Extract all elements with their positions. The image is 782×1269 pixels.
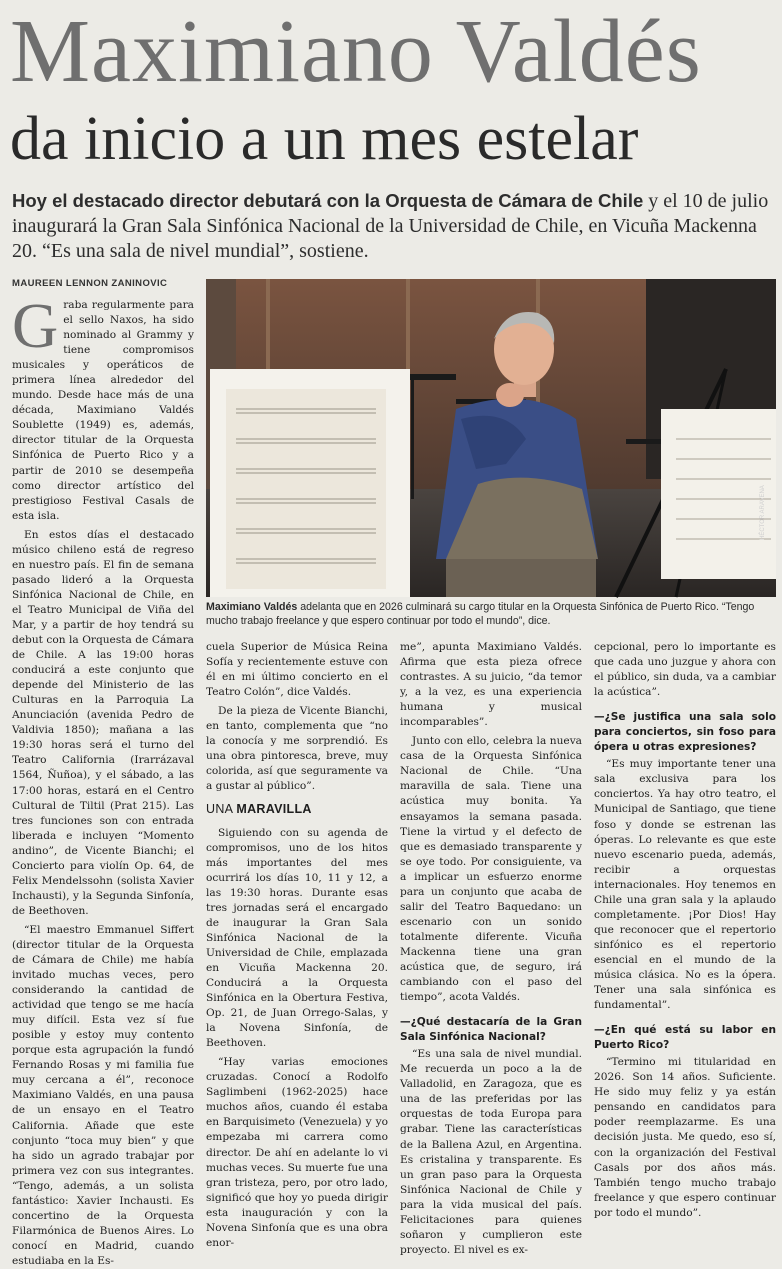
article-column-4 (594, 640, 776, 1219)
article-column-2 (206, 640, 388, 1249)
byline: MAUREEN LENNON ZANINOVIC (12, 278, 168, 289)
paragraph: Junto con ello, celebra la nueva casa de la Orquesta Sinfónica Nacional de Chile. “Una maravilla de sala. Tiene una acústica muy bonita. Ya ensayamos la semana pasada. Tiene la virtud y el defecto de que es demasiado transparente y se oye todo. Por consiguiente, va a implicar un esfuerzo enorme para un conjunto que acaba de salir del Teatro Baquedano: un escenario con un sonido totalmente diferente. Vicuña Mackenna tiene una gran acústica que, de seguro, irá cambiando con el paso del tiempo”, acota Valdés. (400, 735, 582, 1004)
article-column-3 (400, 640, 582, 1256)
photo-credit: HÉCTOR ARAVENA (760, 485, 766, 540)
paragraph: De la pieza de Vicente Bianchi, en tanto, complementa que “no la conocía y me sorprendió. Es una obra pintoresca, breve, muy colorida, así que seguramente va a gustar al público”. (206, 705, 388, 793)
article-column-1 (12, 290, 194, 1267)
paragraph: “Es una sala de nivel mundial. Me recuerda un poco a la de Valladolid, en Zaragoza, que es una de las preferidas por las orquestas de toda Europa para grabar. Tiene las características de la Ballena Azul, en Argentina. Es cristalina y transparente. Es un gran paso para la Orquesta Sinfónica Nacional de Chile y para la vida musical del país. Felicitaciones para quienes soñaron y cumplieron este proyecto. El nivel es ex- (400, 1048, 582, 1256)
interview-question: —¿En qué está su labor en Puerto Rico? (594, 1024, 776, 1052)
headline-line-1: Maximiano Valdés (10, 2, 702, 101)
paragraph: “Hay varias emociones cruzadas. Conocí a Rodolfo Saglimbeni (1962-2025) hace muchos años, cuando él estaba en Barquisimeto (Venezuela) y yo empezaba mi carrera como director. De ahí en adelante lo vi muchas veces. Su muerte fue una gran tristeza, pero, por otro lado, significó que hoy yo pueda dirigir esta inauguración y con la Novena Sinfonía que es una obra enor- (206, 1056, 388, 1249)
paragraph: Siguiendo con su agenda de compromisos, uno de los hitos más importantes del mes ocurrirá los días 10, 11 y 12, a las 19:30 horas. Durante esas tres jornadas será el encargado de inaugurar la Gran Sala Sinfónica Nacional de la Universidad de Chile, emplazada en Vicuña Mackenna 20. Conducirá a la Orquesta Sinfónica en la Obertura Festiva, Op. 21, de Juan Orrego-Salas, y la Novena Sinfonía, de Beethoven. (206, 826, 388, 1050)
paragraph (12, 290, 194, 524)
subhead-light: UNA (206, 802, 237, 817)
article-photo (206, 279, 776, 597)
drop-cap: G (12, 290, 59, 361)
caption-text: adelanta que en 2026 culminará su cargo titular en la Orquesta Sinfónica de Puerto Rico. “Tengo mucho trabajo freelance y que espero continuar por todo el mundo”, dice. (206, 601, 755, 627)
interview-question: —¿Qué destacaría de la Gran Sala Sinfónica Nacional? (400, 1016, 582, 1044)
deck-bold: Hoy el destacado director debutará con la Orquesta de Cámara de Chile (12, 190, 644, 211)
paragraph: “Termino mi titularidad en 2026. Son 14 años. Suficiente. He sido muy feliz y ya están pensando en candidatos para poder reemplazarme. Es una decisión justa. Me quedo, eso sí, con la organización del Festival Casals por dos años más. También tengo mucho trabajo freelance y que espero continuar por todo el mundo”. (594, 1056, 776, 1219)
paragraph: “Es muy importante tener una sala exclusiva para los conciertos. Ya hay otro teatro, el Municipal de Santiago, que tiene foso y donde se estrenan las óperas. Lo relevante es que este nuevo escenario pueda, además, recibir a orquestas internacionales. Hoy tenemos en Chile una gran sala y la aplaudo completamente. ¡Por Dios! Hay que reconocer que el repertorio sinfónico es el repertorio esencial en el mundo de la música clásica. No es la ópera. Tener una sala sinfónica es fundamental”. (594, 758, 776, 1012)
interview-question: —¿Se justifica una sala solo para conciertos, sin foso para ópera u otras expresiones? (594, 711, 776, 754)
paragraph: me”, apunta Maximiano Valdés. Afirma que esta pieza ofrece contrastes. A su juicio, “da temor y, a la vez, es una experiencia humana y musical incomparables”. (400, 641, 582, 729)
paragraph-text: raba regularmente para el sello Naxos, ha sido nominado al Grammy y tiene compromisos musicales y operáticos de primera línea alrededor del mundo. Desde hace más de una década, Maximiano Valdés Soublette (1949) es, además, director titular de la Orquesta Sinfónica de Puerto Rico y a partir de 2010 se desempeña como director artístico del prestigioso Festival Casals de esta isla. (12, 299, 194, 522)
paragraph: En estos días el destacado músico chileno está de regreso en nuestro país. El fin de semana pasado lideró a la Orquesta Sinfónica Nacional de Chile, en el Teatro Municipal de Viña del Mar, y a partir de hoy tendrá su debut con la Orquesta de Cámara de Chile. A las 19:00 horas conducirá a este conjunto que depende del Ministerio de las Culturas en la Parroquia La Anunciación (avenida Pedro de Valdivia 1850); mañana a las 19:30 horas será el turno del Teatro California (Irarrázaval 1564, Ñuñoa), y el sábado, a las 17:00 horas, estará en el Centro Cultural de Tiltil (Prat 215). Las tres funciones son con entrada liberada e incluyen “Momento andino”, de Vicente Bianchi; el Concierto para violín Op. 64, de Felix Mendelssohn (solista Xavier Inchausti), y la Segunda Sinfonía, de Beethoven. (12, 528, 194, 917)
subhead-bold: MARAVILLA (236, 802, 312, 817)
section-subhead (206, 802, 388, 817)
deck-rest: y el 10 de julio inaugurará la Gran Sala Sinfónica Nacional de la Universidad de Chile, en Vicuña Mackenna 20. “Es una sala de nivel mundial”, sostiene. (12, 190, 769, 262)
caption-name: Maximiano Valdés (206, 601, 298, 613)
headline-line-2: da inicio a un mes estelar (10, 105, 639, 173)
photo-caption (206, 600, 778, 628)
deck-subtitle (12, 188, 776, 264)
conductor-portrait-illustration (206, 279, 776, 597)
paragraph: “El maestro Emmanuel Siffert (director titular de la Orquesta de Cámara de Chile) me había invitado muchas veces, pero considerando la cantidad de actividad que tengo se me hacía muy difícil. Esta vez sí fue posible y estoy muy contento porque esta agrupación la fundó Fernando Rosas y mi familia fue muy cercana a él”, reconoce Maximiano Valdés, en una pausa de un ensayo en el Teatro California. Añade que este conjunto “toca muy bien” y que ha sido un agrado trabajar por primera vez con sus integrantes. “Tengo, además, a un solista fantástico: Xavier Inchausti. Es concertino de la Orquesta Filarmónica de Buenos Aires. Lo conocí en Madrid, cuando estudiaba en la Es- (12, 923, 194, 1267)
paragraph: cepcional, pero lo importante es que cada uno juzgue y ahora con el público, sin duda, va a cambiar la acústica”. (594, 641, 776, 699)
paragraph: cuela Superior de Música Reina Sofía y recientemente estuve con él en mi último concierto en el Teatro Colón”, dice Valdés. (206, 641, 388, 699)
